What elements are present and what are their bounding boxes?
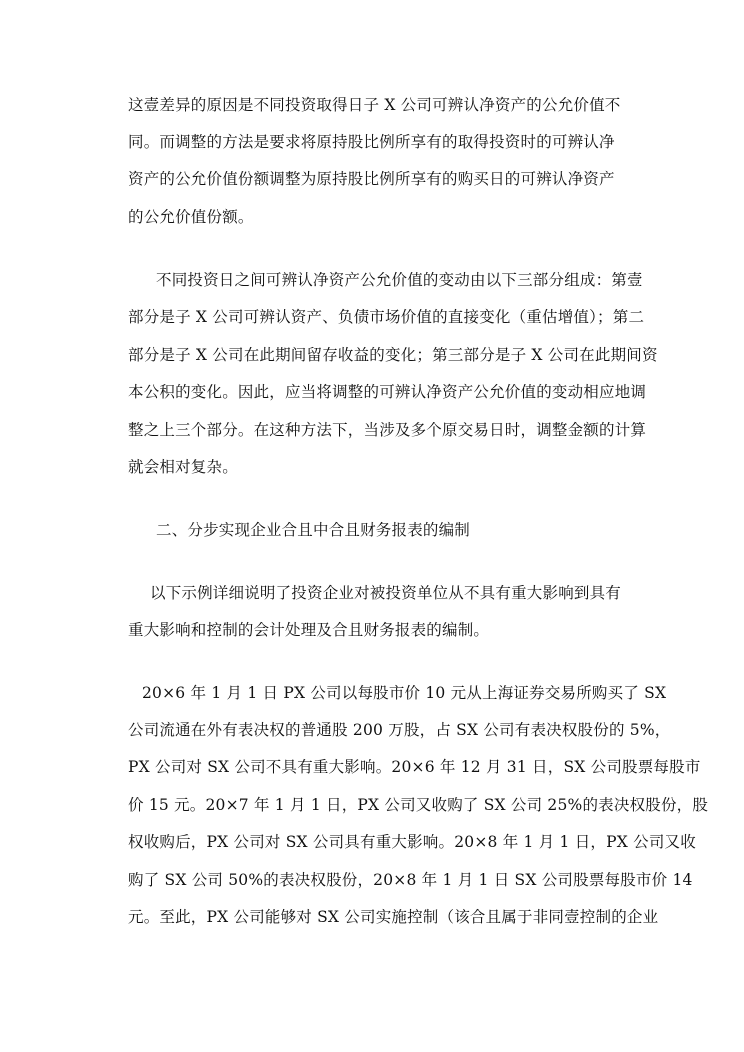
paragraph-2-line-3: 部分是子 X 公司在此期间留存收益的变化；第三部分是子 X 公司在此期间资 [128, 346, 658, 364]
paragraph-2-line-2: 部分是子 X 公司可辨认资产、负债市场价值的直接变化（重估增值）；第二 [128, 308, 645, 326]
paragraph-2-line-4: 本公积的变化。因此，应当将调整的可辨认净资产公允价值的变动相应地调 [128, 383, 647, 401]
paragraph-2-line-6: 就会相对复杂。 [128, 458, 238, 476]
paragraph-1-line-1: 这壹差异的原因是不同投资取得日子 X 公司可辨认净资产的公允价值不 [128, 96, 621, 114]
paragraph-1-line-4: 的公允价值份额。 [128, 208, 254, 226]
paragraph-4-line-7: 元。至此，PX 公司能够对 SX 公司实施控制（该合且属于非同壹控制的企业 [128, 908, 659, 926]
paragraph-2-line-1: 不同投资日之间可辨认净资产公允价值的变动由以下三部分组成：第壹 [156, 271, 643, 289]
paragraph-4-line-5: 权收购后，PX 公司对 SX 公司具有重大影响。20×8 年 1 月 1 日，PX 公司又收 [128, 833, 696, 851]
section-heading: 二、分步实现企业合且中合且财务报表的编制 [156, 521, 471, 539]
paragraph-2-line-5: 整之上三个部分。在这种方法下，当涉及多个原交易日时，调整金额的计算 [128, 421, 647, 439]
paragraph-1-line-2: 同。而调整的方法是要求将原持股比例所享有的取得投资时的可辨认净 [128, 133, 615, 151]
paragraph-4-line-3: PX 公司对 SX 公司不具有重大影响。20×6 年 12 月 31 日，SX 公司股票每股市 [128, 758, 701, 776]
paragraph-4-line-4: 价 15 元。20×7 年 1 月 1 日，PX 公司又收购了 SX 公司 25%的表决权股份，股 [128, 796, 709, 814]
paragraph-1-line-3: 资产的公允价值份额调整为原持股比例所享有的购买日的可辨认净资产 [128, 170, 615, 188]
paragraph-3-line-1: 以下示例详细说明了投资企业对被投资单位从不具有重大影响到具有 [150, 584, 622, 602]
paragraph-3-line-2: 重大影响和控制的会计处理及合且财务报表的编制。 [128, 621, 490, 639]
paragraph-4-line-2: 公司流通在外有表决权的普通股 200 万股，占 SX 公司有表决权股份的 5%， [128, 721, 671, 739]
paragraph-4-line-1: 20×6 年 1 月 1 日 PX 公司以每股市价 10 元从上海证券交易所购买了 SX [142, 684, 667, 702]
paragraph-4-line-6: 购了 SX 公司 50%的表决权股份，20×8 年 1 月 1 日 SX 公司股票每股市价 14 [128, 871, 693, 889]
